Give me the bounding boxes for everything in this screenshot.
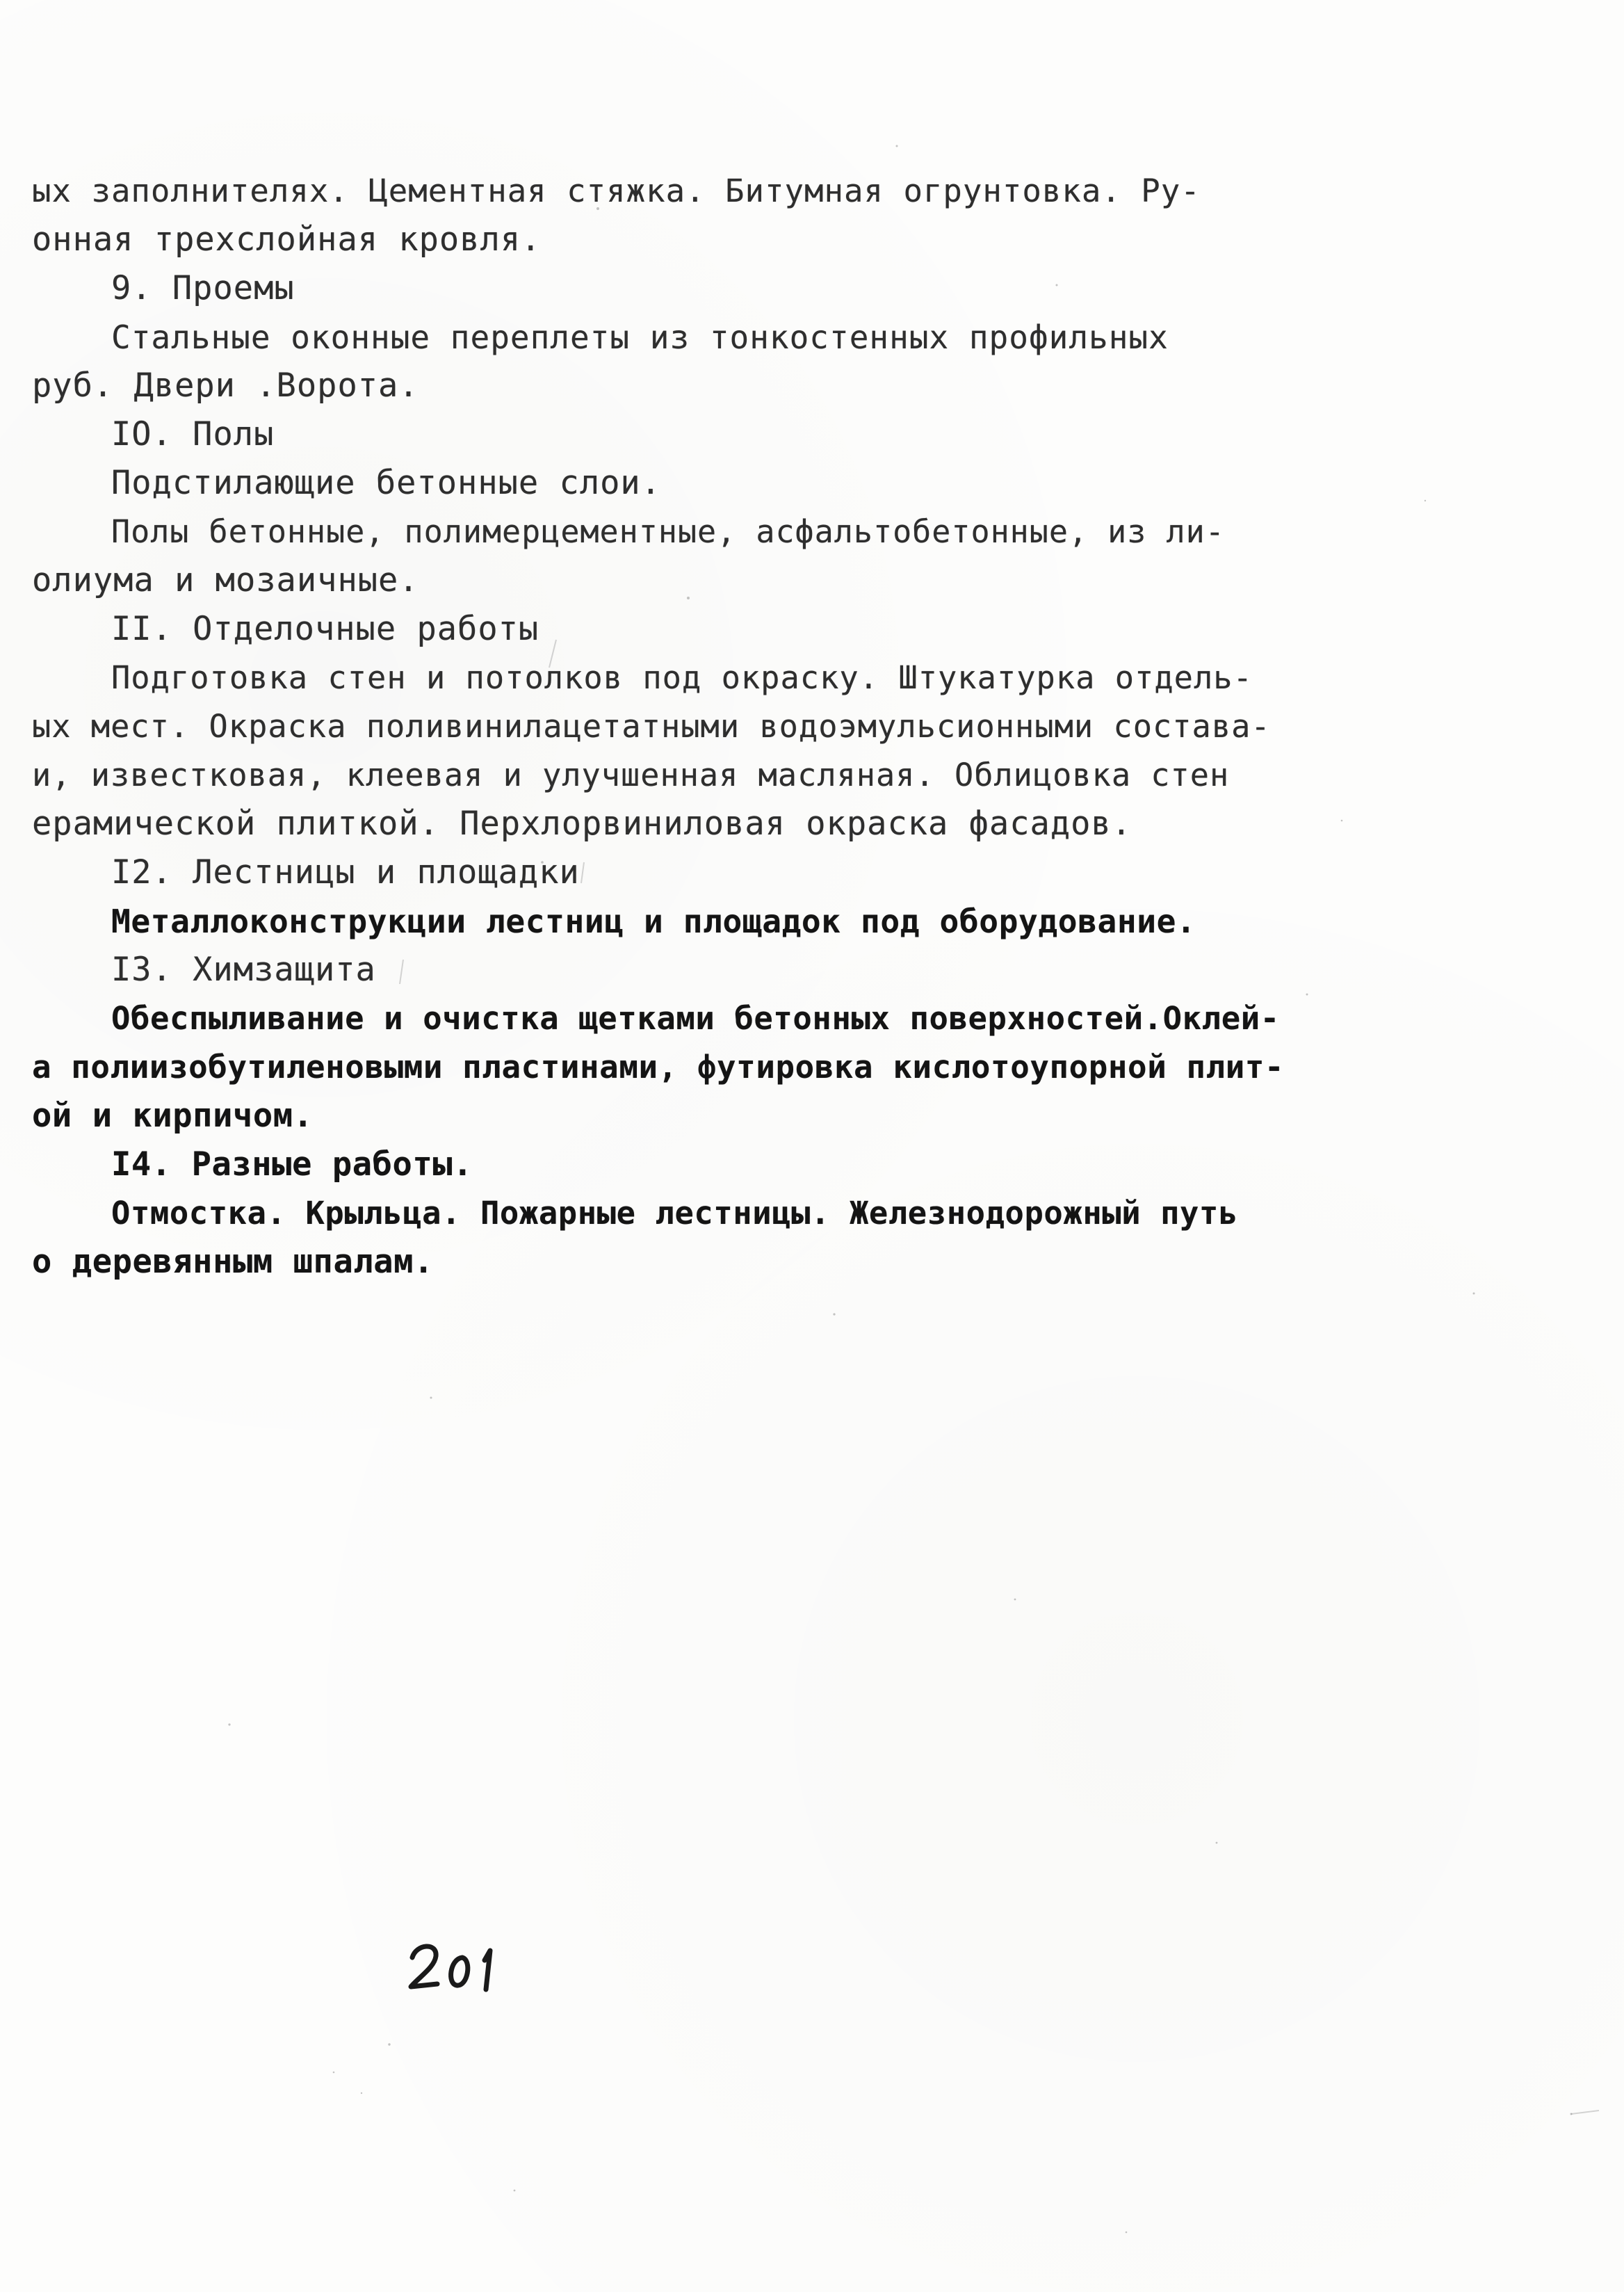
text-line: руб. Двери .Ворота. <box>32 366 419 405</box>
text-line: Обеспыливание и очистка щетками бетонных поверхностей.Оклей- <box>111 1000 1280 1037</box>
text-line: олиума и мозаичные. <box>32 561 419 599</box>
text-line: и, известковая, клеевая и улучшенная масляная. Облицовка стен <box>32 757 1230 793</box>
text-line: ых мест. Окраска поливинилацетатными водоэмульсионными состава- <box>32 708 1271 745</box>
text-line: ерамической плиткой. Перхлорвиниловая окраска фасадов. <box>32 805 1132 843</box>
text-line: а полиизобутиленовыми пластинами, футировка кислотоупорной плит- <box>32 1049 1285 1086</box>
text-line: Полы бетонные, полимерцементные, асфальтобетонные, из ли- <box>111 513 1225 550</box>
section-heading-misc-works: I4. Разные работы. <box>111 1145 473 1184</box>
section-heading-floors: IO. Полы <box>111 415 275 453</box>
text-line: ой и кирпичом. <box>32 1097 314 1135</box>
text-line: о деревянным шпалам. <box>32 1243 434 1281</box>
text-line: Стальные оконные переплеты из тонкостенных профильных <box>111 318 1169 356</box>
text-line: Отмостка. Крыльца. Пожарные лестницы. Железнодорожный путь <box>111 1195 1238 1232</box>
text-line: Подстилающие бетонные слои. <box>111 464 662 502</box>
text-line: онная трехслойная кровля. <box>32 220 542 259</box>
section-heading-stairs: I2. Лестницы и площадки <box>111 853 580 891</box>
section-heading-finishing: II. Отделочные работы <box>111 610 539 648</box>
text-line: Металлоконструкции лестниц и площадок под оборудование. <box>111 903 1196 940</box>
text-line: ых заполнителях. Цементная стяжка. Битумная огрунтовка. Ру- <box>32 172 1201 209</box>
section-heading-chemical-protection: I3. Химзащита <box>111 951 376 989</box>
text-line: Подготовка стен и потолков под окраску. Штукатурка отдель- <box>111 659 1253 696</box>
section-heading-openings: 9. Проемы <box>111 269 295 307</box>
handwritten-page-number <box>407 1937 511 1999</box>
